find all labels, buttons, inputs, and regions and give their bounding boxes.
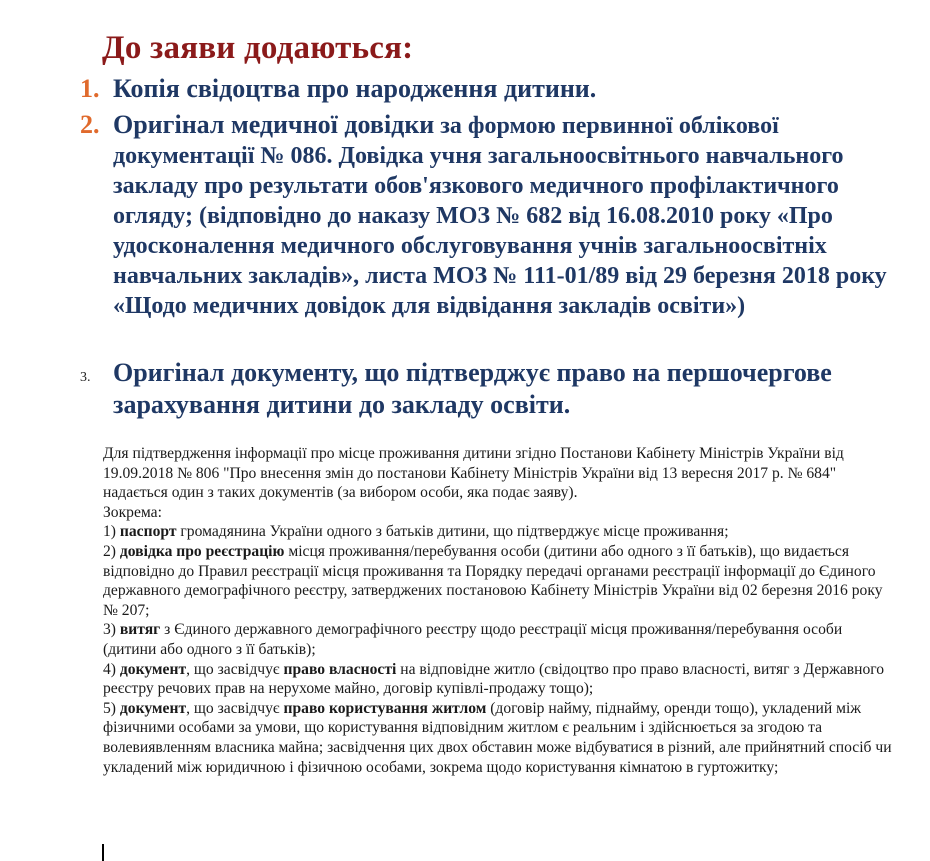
- doc-item-5-bold2: право користування житлом: [283, 699, 487, 717]
- list-text-3: Оригінал документу, що підтверджує право на першочергове зарахування дитини до закладу освіти.: [113, 358, 832, 419]
- list-item-2: [80, 110, 900, 321]
- doc-item-4-bold2: право власності: [283, 660, 397, 678]
- doc-item-5-bold: документ: [119, 699, 187, 717]
- doc-item-3-num: 3): [103, 621, 120, 639]
- doc-item-5: [103, 699, 893, 777]
- list-item-1: [80, 74, 900, 104]
- doc-item-1: [103, 522, 893, 542]
- list-text-2-rest: за формою первинної облікової документації № 086. Довідка учня загальноосвітнього навчального закладу про результати обов'язкового медичного профілактичного огляду; (відповідно до наказу МОЗ № 682 від 16.08.2010 року «Про удосконалення медичного обслуговування учнів загальноосвітніх навчальних закладів», листа МОЗ № 111-01/89 від 29 березня 2018 року «Щодо медичних довідок для відвідання закладів освіти»): [113, 113, 887, 319]
- doc-item-2: [103, 542, 893, 620]
- doc-item-4-num: 4): [103, 660, 120, 678]
- list-text-2: [113, 110, 900, 321]
- list-number-1: 1.: [80, 74, 100, 103]
- document-heading: До заяви додаються:: [102, 30, 414, 66]
- doc-item-3-bold: витяг: [119, 621, 161, 639]
- list-text-1: Копія свідоцтва про народження дитини.: [113, 74, 597, 103]
- doc-item-5-num: 5): [103, 699, 120, 717]
- list-number-3: 3.: [80, 370, 91, 385]
- doc-item-1-num: 1): [103, 523, 120, 541]
- doc-item-2-num: 2): [103, 542, 120, 560]
- list-item-3: [80, 357, 900, 421]
- list-text-2-lead: Оригінал медичної довідки: [113, 110, 435, 139]
- doc-item-1-bold: паспорт: [119, 523, 177, 541]
- doc-item-2-bold: довідка про реєстрацію: [119, 542, 285, 560]
- doc-item-4-bold: документ: [119, 660, 187, 678]
- doc-item-3: [103, 620, 893, 659]
- list-number-2: 2.: [80, 110, 100, 139]
- doc-item-4-rest: на відповідне житло (свідоцтво про право власності, витяг з Державного реєстру речових прав на нерухоме майно, договір купівлі-продажу тощо);: [103, 660, 885, 698]
- doc-item-5-rest: (договір найму, піднайму, оренди тощо), укладений між фізичними особами за умови, що користування відповідним житлом є реальним і здійснюється за згодою та волевиявленням власника майна; засвідчення цих двох обставин може відбуватися в різний, але прийнятний спосіб чи укладений між юридичною і фізичною особами, зокрема щодо користування кімнатою в гуртожитку;: [103, 699, 892, 776]
- doc-item-4-mid: , що засвідчує: [186, 660, 284, 678]
- doc-item-2-rest: місця проживання/перебування особи (дитини або одного з її батьків), що видається відповідно до Правил реєстрації місця проживання та Порядку передачі органами реєстрації інформації до Єдиного державного демографічного реєстру, затверджених постановою Кабінету Міністрів України від 02 березня 2016 року № 207;: [103, 542, 883, 619]
- doc-item-1-rest: громадянина України одного з батьків дитини, що підтверджує місце проживання;: [176, 523, 729, 541]
- residence-info-block: [103, 444, 893, 777]
- doc-item-4: [103, 660, 893, 699]
- doc-item-3-rest: з Єдиного державного демографічного реєстру щодо реєстрації місця проживання/перебування особи (дитини або одного з її батьків);: [103, 621, 843, 658]
- text-cursor[interactable]: [102, 844, 104, 861]
- doc-item-5-mid: , що засвідчує: [186, 699, 284, 717]
- info-intro: Для підтвердження інформації про місце проживання дитини згідно Постанови Кабінету Міністрів України від 19.09.2018 № 806 "Про внесення змін до постанови Кабінету Міністрів України від 13 вересня 2017 р. № 684" надається один з таких документів (за вибором особи, яка подає заяву).: [103, 445, 844, 502]
- info-zokrema: Зокрема:: [103, 503, 162, 521]
